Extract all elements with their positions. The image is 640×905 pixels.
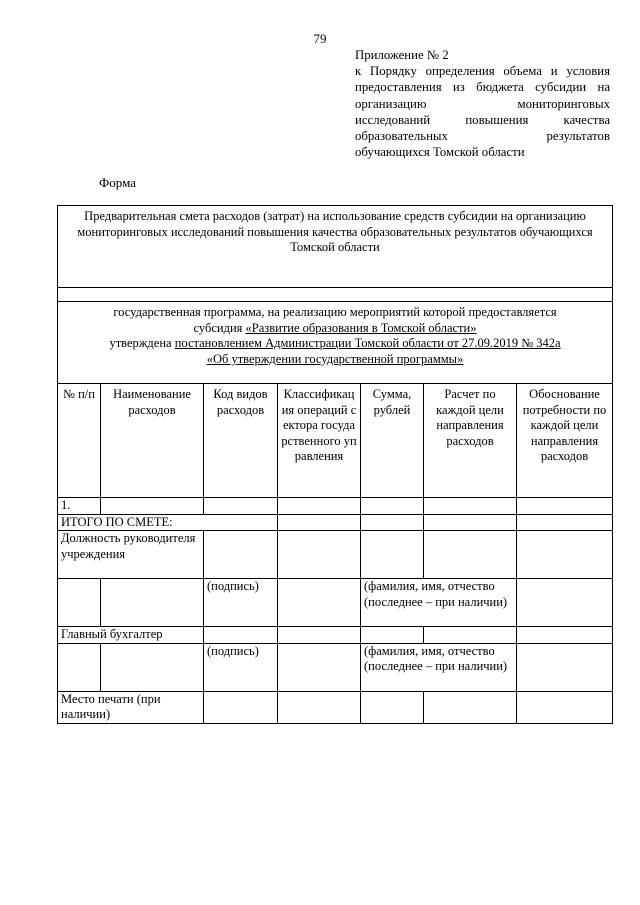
appendix-line: обучающихся Томской области [355,145,525,160]
row-number: 1. [58,498,101,515]
cell [424,691,517,723]
appendix-block [355,47,610,160]
signature-label: (подпись) [204,643,278,691]
cell [517,579,613,627]
cell [424,531,517,579]
cell [278,498,361,515]
col-header-sum: Сумма, рублей [361,384,424,498]
col-header-name: Наименование расходов [101,384,204,498]
cell [204,691,278,723]
cell [278,531,361,579]
appendix-line [355,112,610,128]
cell [517,643,613,691]
program-line [61,336,609,352]
cell [101,643,204,691]
estimate-title: Предварительная смета расходов (затрат) на использование средств субсидии на организацию мониторинговых исследований повышения качества образовательных результатов обучающихся Томской области [58,206,613,288]
cell [517,531,613,579]
cell [517,627,613,644]
cell [204,531,278,579]
program-line: государственная программа, на реализацию мероприятий которой предоставляется [113,305,557,319]
appendix-line: к Порядку определения объема и условия [355,64,610,79]
program-text: утверждена [109,336,175,351]
blank-row [58,288,613,302]
fio-label: (фамилия, имя, отчество (последнее – при наличии) [361,643,517,691]
cell [361,627,424,644]
approved-doc-title: «Об утверждении государственной программы» [206,351,464,366]
cell [278,579,361,627]
appendix-word: результатов [546,129,610,144]
cell [361,691,424,723]
form-label: Форма [99,175,136,190]
appendix-line: Приложение № 2 [355,48,449,62]
col-header-calc: Расчет по каждой цели направления расходов [424,384,517,498]
appendix-line [355,128,610,144]
appendix-word: качества [563,112,610,127]
cell [361,514,424,531]
program-line [61,321,609,337]
signature-label: (подпись) [204,579,278,627]
cell [361,498,424,515]
cell [517,498,613,515]
appendix-word: повышения [465,112,529,127]
cell [361,531,424,579]
cell [58,643,101,691]
cell [424,514,517,531]
cell [278,691,361,723]
chief-accountant-label: Главный бухгалтер [58,627,204,644]
appendix-word: исследований [355,112,431,127]
cell [58,579,101,627]
fio-label: (фамилия, имя, отчество (последнее – при наличии) [361,579,517,627]
subsidy-name: «Развитие образования в Томской области» [245,320,477,335]
stamp-label: Место печати (при наличии) [58,691,204,723]
appendix-word: мониторинговых [517,96,610,111]
cell [204,627,278,644]
col-header-classification: Классификация операций сектора государственного управления [278,384,361,498]
approved-doc: постановлением Администрации Томской области от 27.09.2019 № 342а [174,336,561,351]
cell [204,498,278,515]
cell [424,627,517,644]
estimate-table [57,205,613,724]
cell [517,514,613,531]
appendix-word: образовательных [355,129,448,144]
appendix-word: организацию [355,96,427,111]
appendix-line: предоставления из бюджета субсидии на [355,80,610,95]
cell [278,643,361,691]
col-header-num: № п/п [58,384,101,498]
cell [517,691,613,723]
head-position-label: Должность руководителя учреждения [58,531,204,579]
page-number: 79 [313,31,327,46]
appendix-line [355,96,610,112]
cell [101,579,204,627]
cell [424,498,517,515]
col-header-justification: Обоснование потребности по каждой цели направления расходов [517,384,613,498]
cell [278,627,361,644]
program-info [58,302,613,384]
total-label: ИТОГО ПО СМЕТЕ: [58,514,278,531]
program-text: субсидия [193,320,246,335]
col-header-code: Код видов расходов [204,384,278,498]
cell [101,498,204,515]
cell [278,514,361,531]
